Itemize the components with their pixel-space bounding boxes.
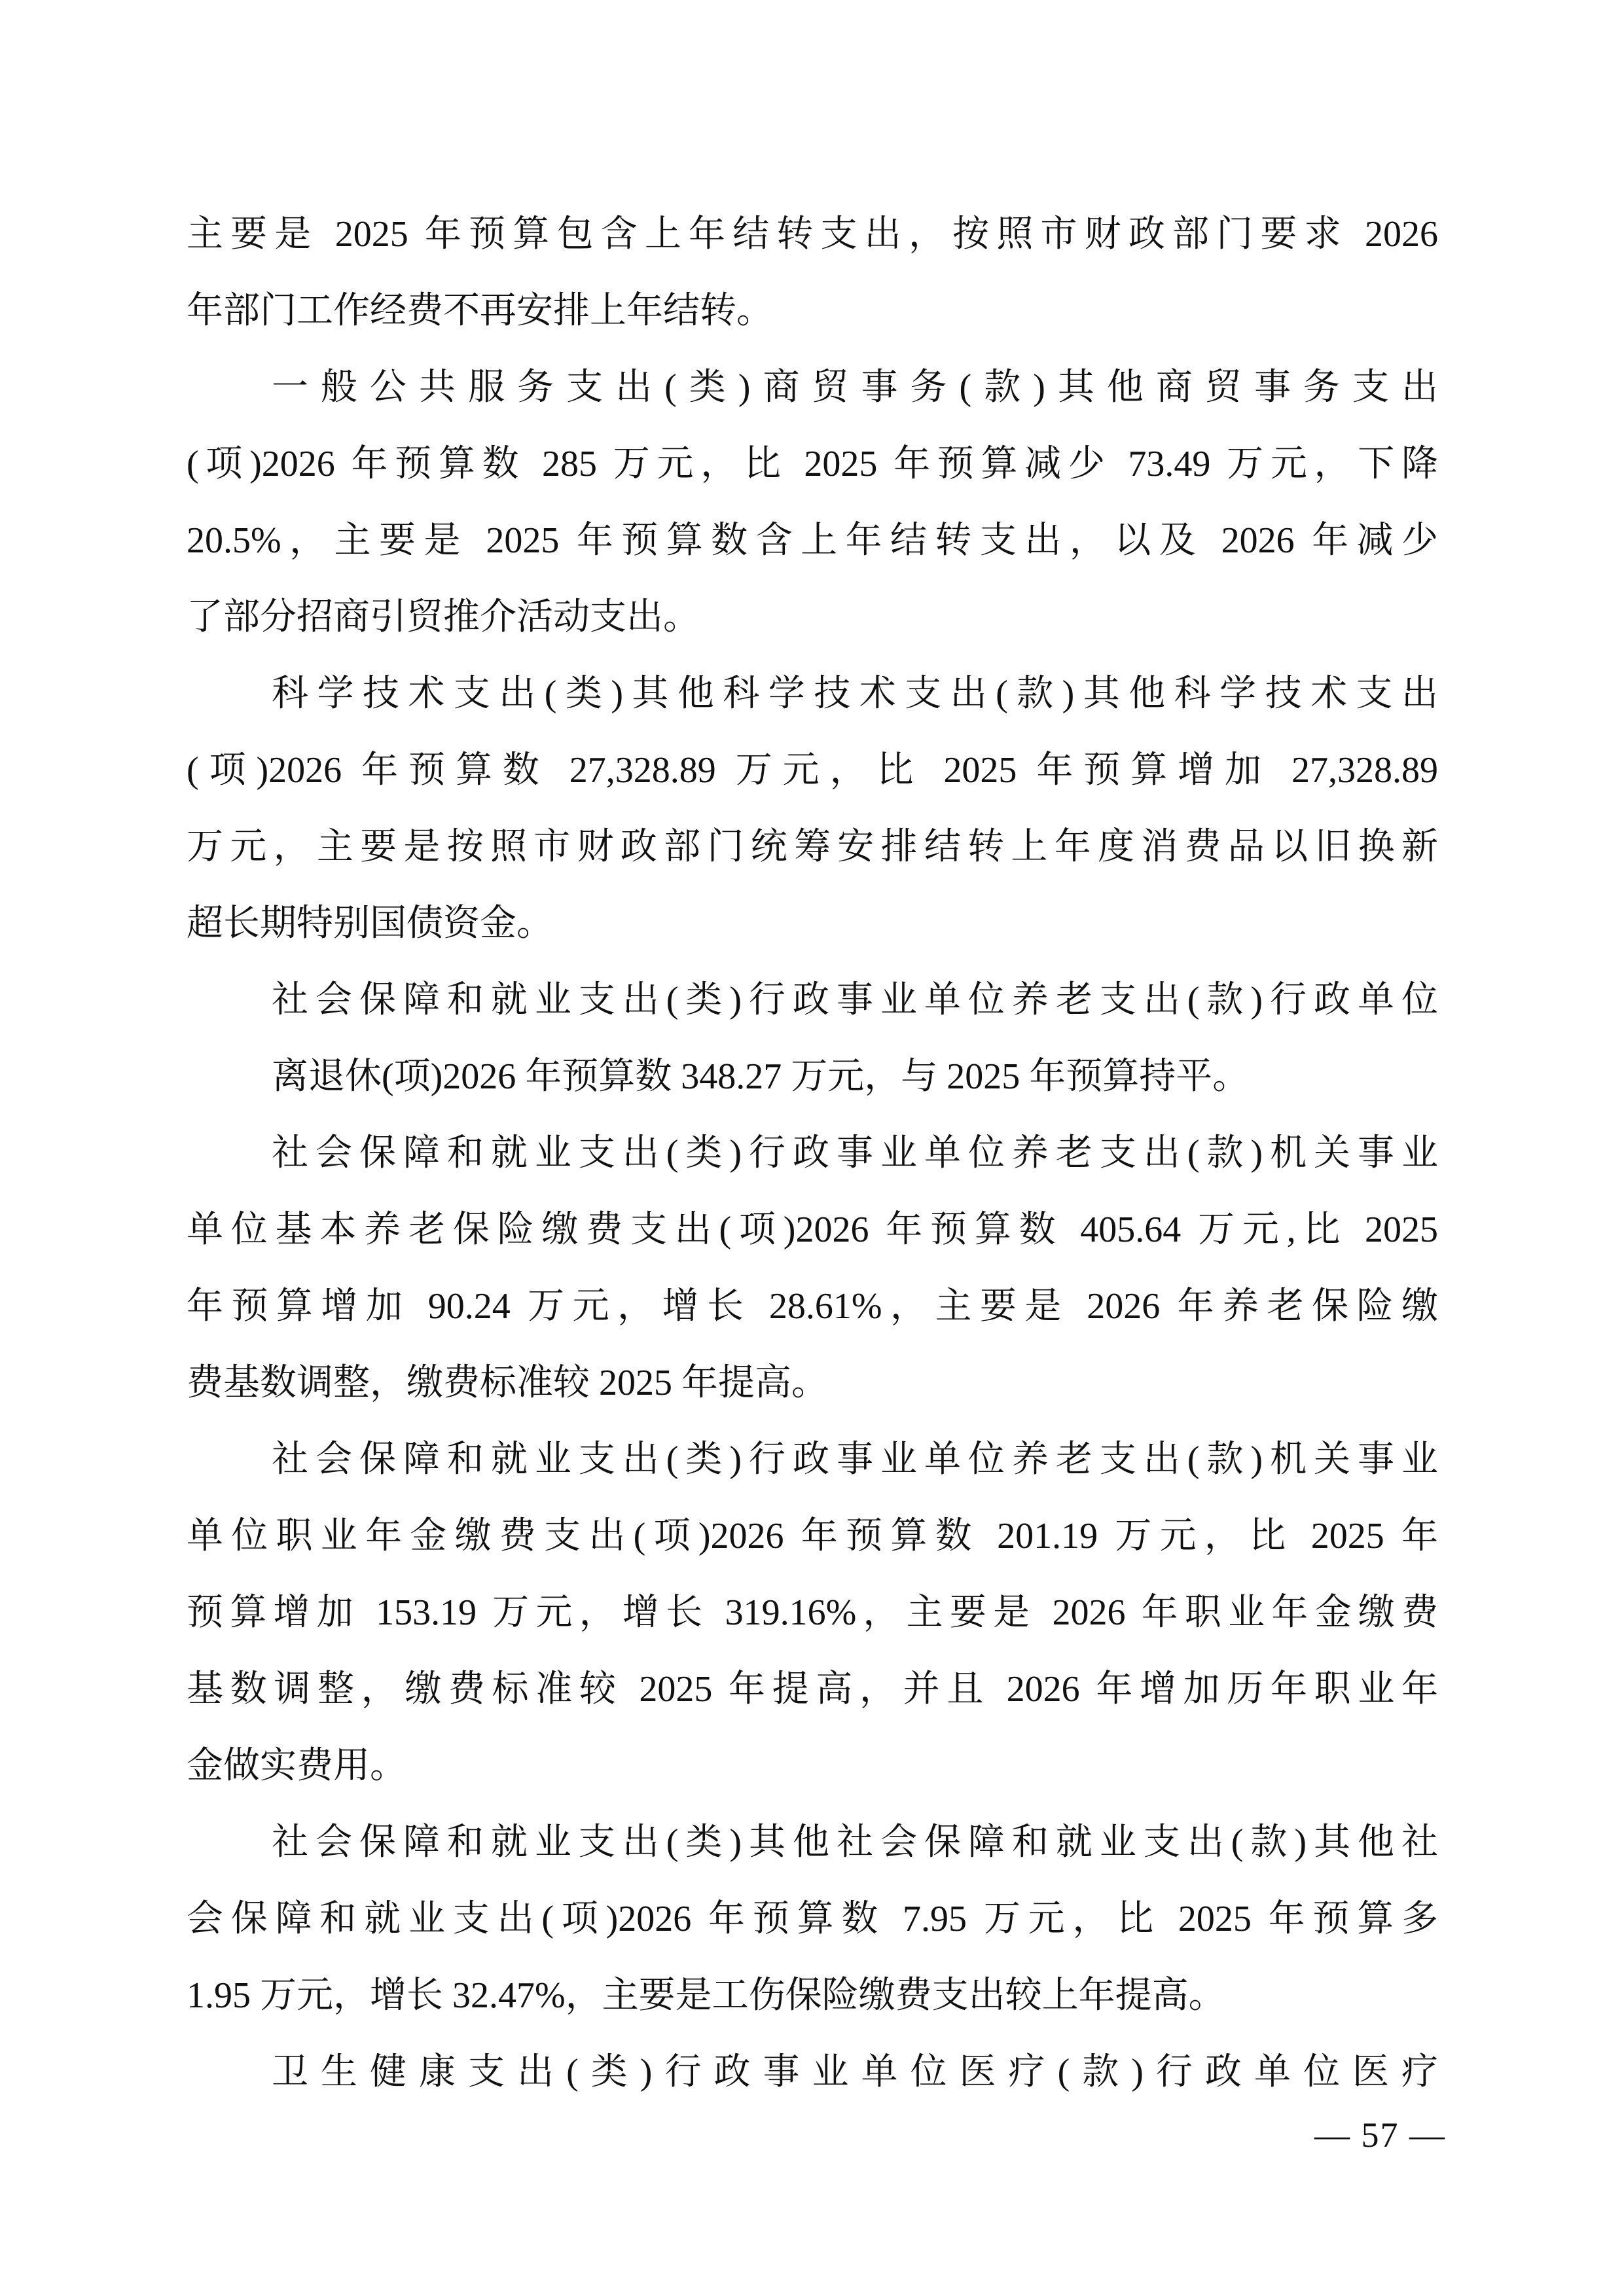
text-line: 金做实费用。 [187, 1746, 406, 1786]
text-line: 年部门工作经费不再安排上年结转。 [187, 291, 773, 331]
text-line: (项)2026 年预算数 27,328.89 万元，比 2025 年预算增加 27,328.89 [187, 750, 1438, 791]
text-line: 单位基本养老保险缴费支出(项)2026 年预算数 405.64 万元,比 2025 [187, 1210, 1438, 1250]
text-line: 超长期特别国债资金。 [187, 903, 553, 944]
text-line: 年预算增加 90.24 万元，增长 28.61%，主要是 2026 年养老保险缴 [187, 1286, 1438, 1327]
text-line: 20.5%，主要是 2025 年预算数含上年结转支出，以及 2026 年减少 [187, 520, 1438, 561]
text-line: 卫生健康支出(类)行政事业单位医疗(款)行政单位医疗 [272, 2052, 1438, 2092]
text-line: 预算增加 153.19 万元，增长 319.16%，主要是 2026 年职业年金缴费 [187, 1592, 1438, 1633]
text-line: 会保障和就业支出(项)2026 年预算数 7.95 万元，比 2025 年预算多 [187, 1899, 1438, 1939]
text-line: 1.95 万元，增长 32.47%，主要是工伤保险缴费支出较上年提高。 [187, 1975, 1225, 2016]
text-line: (项)2026 年预算数 285 万元，比 2025 年预算减少 73.49 万元，下降 [187, 444, 1439, 484]
text-line: 离退休(项)2026 年预算数 348.27 万元，与 2025 年预算持平。 [272, 1056, 1250, 1097]
page-body [187, 196, 1438, 2111]
text-line: 主要是 2025 年预算包含上年结转支出，按照市财政部门要求 2026 [187, 214, 1438, 255]
text-line: 社会保障和就业支出(类)行政事业单位养老支出(款)行政单位 [272, 980, 1438, 1020]
text-line: 一般公共服务支出(类)商贸事务(款)其他商贸事务支出 [272, 367, 1438, 408]
text-line: 基数调整，缴费标准较 2025 年提高，并且 2026 年增加历年职业年 [187, 1669, 1438, 1710]
text-line: 费基数调整，缴费标准较 2025 年提高。 [187, 1363, 828, 1403]
text-line: 社会保障和就业支出(类)行政事业单位养老支出(款)机关事业 [272, 1133, 1438, 1174]
text-line: 了部分招商引贸推介活动支出。 [187, 597, 700, 637]
text-line: 单位职业年金缴费支出(项)2026 年预算数 201.19 万元，比 2025 年 [187, 1516, 1439, 1556]
page-number: — 57 — [1314, 2115, 1446, 2155]
text-line: 万元，主要是按照市财政部门统筹安排结转上年度消费品以旧换新 [187, 827, 1438, 867]
text-line: 科学技术支出(类)其他科学技术支出(款)其他科学技术支出 [272, 673, 1438, 714]
text-line: 社会保障和就业支出(类)其他社会保障和就业支出(款)其他社 [272, 1822, 1438, 1863]
text-line: 社会保障和就业支出(类)行政事业单位养老支出(款)机关事业 [272, 1439, 1438, 1480]
